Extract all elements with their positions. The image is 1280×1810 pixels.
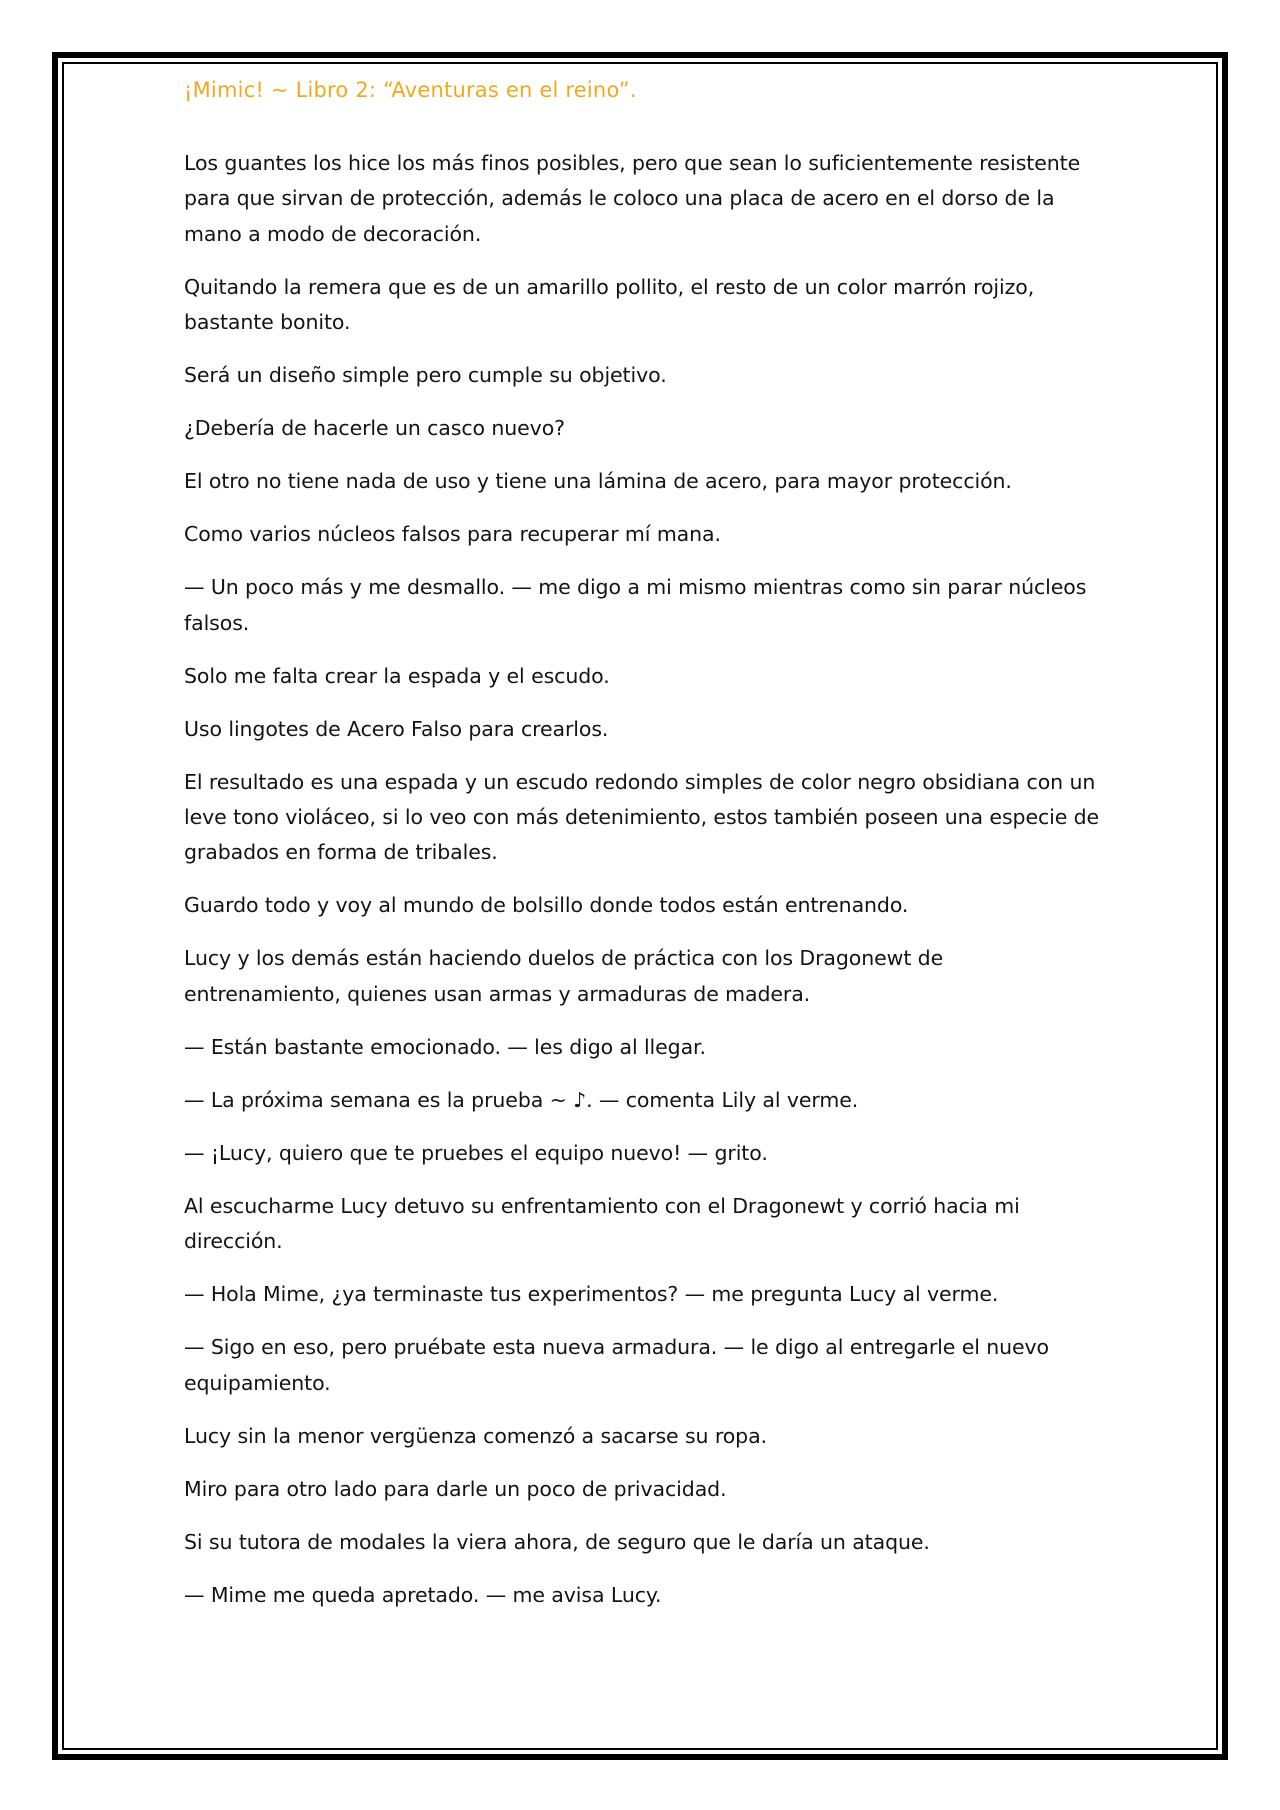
paragraph: — Están bastante emocionado. — les digo al llegar.: [184, 1034, 706, 1059]
paragraph: Los guantes los hice los más finos posibles, pero que sean lo suficientemente resistente para que sirvan de protección, además le coloco una placa de acero en el dorso de la mano a modo de decoración.: [184, 151, 1081, 246]
paragraph: Uso lingotes de Acero Falso para crearlos.: [184, 716, 609, 741]
body-text: [184, 146, 1104, 1613]
paragraph: Si su tutora de modales la viera ahora, de seguro que le daría un ataque.: [184, 1529, 930, 1554]
paragraph: Lucy sin la menor vergüenza comenzó a sacarse su ropa.: [184, 1423, 767, 1448]
running-header: ¡Mimic! ~ Libro 2: “Aventuras en el reino”.: [184, 78, 637, 102]
paragraph: Como varios núcleos falsos para recuperar mí mana.: [184, 522, 721, 547]
paragraph: Será un diseño simple pero cumple su objetivo.: [184, 363, 667, 388]
paragraph: Lucy y los demás están haciendo duelos de práctica con los Dragonewt de entrenamiento, quienes usan armas y armaduras de madera.: [184, 946, 944, 1006]
paragraph: — Hola Mime, ¿ya terminaste tus experimentos? — me pregunta Lucy al verme.: [184, 1282, 999, 1307]
paragraph: — Sigo en eso, pero pruébate esta nueva armadura. — le digo al entregarle el nuevo equipamiento.: [184, 1335, 1049, 1395]
paragraph: Al escucharme Lucy detuvo su enfrentamiento con el Dragonewt y corrió hacia mi dirección.: [184, 1193, 1020, 1254]
paragraph: — ¡Lucy, quiero que te pruebes el equipo nuevo! — grito.: [184, 1140, 768, 1165]
paragraph: — Mime me queda apretado. — me avisa Lucy.: [184, 1582, 662, 1607]
paragraph: ¿Debería de hacerle un casco nuevo?: [184, 416, 565, 441]
paragraph: Guardo todo y voy al mundo de bolsillo donde todos están entrenando.: [184, 893, 909, 918]
paragraph: — La próxima semana es la prueba ~ ♪. — comenta Lily al verme.: [184, 1087, 859, 1112]
page-content: [184, 74, 1104, 1631]
paragraph: El resultado es una espada y un escudo redondo simples de color negro obsidiana con un leve tono violáceo, si lo veo con más detenimiento, estos también poseen una especie de grabados en forma de tribales.: [184, 769, 1100, 865]
paragraph: Miro para otro lado para darle un poco de privacidad.: [184, 1476, 727, 1501]
paragraph: El otro no tiene nada de uso y tiene una lámina de acero, para mayor protección.: [184, 469, 1012, 494]
paragraph: Quitando la remera que es de un amarillo pollito, el resto de un color marrón rojizo, bastante bonito.: [184, 274, 1035, 335]
paragraph: — Un poco más y me desmallo. — me digo a mi mismo mientras como sin parar núcleos falsos.: [184, 575, 1087, 635]
paragraph: Solo me falta crear la espada y el escudo.: [184, 663, 610, 688]
